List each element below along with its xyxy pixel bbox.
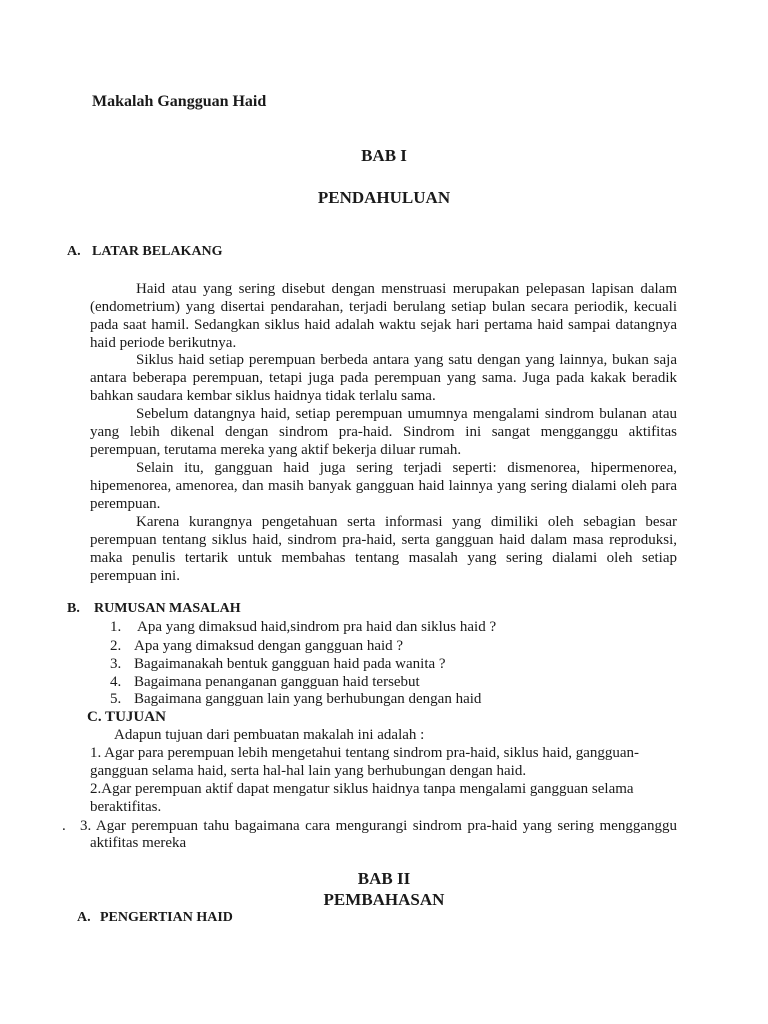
tujuan-line: aktifitas mereka	[90, 835, 187, 851]
list-item: Bagaimanakah bentuk gangguan haid pada wanita ?	[134, 656, 446, 672]
section-a2-letter: A.	[77, 910, 91, 925]
paragraph-line: antara beberapa perempuan, tetapi juga pada perempuan yang sama. Juga pada kakak beradik	[90, 370, 677, 386]
section-a2-title: PENGERTIAN HAID	[100, 910, 233, 925]
bab2-label: BAB II	[357, 869, 411, 888]
paragraph-line: Siklus haid setiap perempuan berbeda antara yang satu dengan yang lainnya, bukan saja	[136, 352, 677, 368]
list-item: Apa yang dimaksud dengan gangguan haid ?	[134, 638, 404, 654]
bab1-title: PENDAHULUAN	[317, 188, 451, 207]
tujuan-intro: Adapun tujuan dari pembuatan makalah ini adalah :	[114, 727, 425, 743]
tujuan-line: gangguan selama haid, serta hal-hal lain yang berhubungan dengan haid.	[90, 763, 527, 779]
stray-dot: .	[62, 818, 66, 834]
section-a-letter: A.	[67, 244, 81, 259]
paragraph-line: perempuan.	[90, 496, 161, 512]
list-item: Apa yang dimaksud haid,sindrom pra haid dan siklus haid ?	[137, 619, 497, 635]
paragraph-line: Haid atau yang sering disebut dengan menstruasi merupakan pelepasan lapisan dalam	[136, 281, 677, 297]
section-b-title: RUMUSAN MASALAH	[94, 601, 241, 616]
paragraph-line: hipemenorea, amenorea, dan masih banyak gangguan haid lainnya yang sering dialami oleh para	[90, 478, 677, 494]
tujuan-line: beraktifitas.	[90, 799, 162, 815]
bab2-title: PEMBAHASAN	[323, 890, 445, 909]
section-b-letter: B.	[67, 601, 80, 616]
paragraph-line: perempuan tentang siklus haid, sindrom pra-haid, serta gangguan haid dalam masa reproduksi,	[90, 532, 677, 548]
list-number: 2.	[110, 638, 122, 654]
tujuan-line: 1. Agar para perempuan lebih mengetahui tentang sindrom pra-haid, siklus haid, gangguan-	[90, 745, 640, 761]
list-number: 5.	[110, 691, 122, 707]
paragraph-line: bahkan saudara kembar siklus haidnya tidak terlalu sama.	[90, 388, 436, 404]
paragraph-line: Selain itu, gangguan haid juga sering terjadi seperti: dismenorea, hipermenorea,	[136, 460, 677, 476]
list-item: Bagaimana penanganan gangguan haid tersebut	[134, 674, 420, 690]
paragraph-line: Sebelum datangnya haid, setiap perempuan umumnya mengalami sindrom bulanan atau	[136, 406, 677, 422]
paragraph-line: perempuan, terutama mereka yang aktif bekerja diluar rumah.	[90, 442, 462, 458]
bab1-label: BAB I	[361, 146, 407, 165]
section-c-title: C. TUJUAN	[87, 709, 166, 725]
tujuan-line: 3. Agar perempuan tahu bagaimana cara mengurangi sindrom pra-haid yang sering mengganggu	[80, 818, 677, 834]
paragraph-line: perempuan ini.	[90, 568, 180, 584]
list-number: 1.	[110, 619, 122, 635]
section-a-title: LATAR BELAKANG	[92, 244, 223, 259]
list-number: 4.	[110, 674, 122, 690]
paragraph-line: yang lebih dikenal dengan sindrom pra-haid. Sindrom ini sangat mengganggu aktifitas	[90, 424, 677, 440]
list-number: 3.	[110, 656, 122, 672]
paragraph-line: (endometrium) yang disertai pendarahan, terjadi berulang setiap bulan secara periodik, kecuali	[90, 299, 677, 315]
tujuan-line: 2.Agar perempuan aktif dapat mengatur siklus haidnya tanpa mengalami gangguan selama	[90, 781, 634, 797]
paragraph-line: Karena kurangnya pengetahuan serta informasi yang dimiliki oleh sebagian besar	[136, 514, 677, 530]
document-title: Makalah Gangguan Haid	[92, 93, 267, 110]
paragraph-line: pada saat hamil. Sedangkan siklus haid adalah waktu sejak hari pertama haid sampai datangnya	[90, 317, 677, 333]
list-item: Bagaimana gangguan lain yang berhubungan dengan haid	[134, 691, 482, 707]
paragraph-line: maka penulis tertarik untuk membahas tentang masalah yang sering dialami oleh setiap	[90, 550, 677, 566]
paragraph-line: haid periode berikutnya.	[90, 335, 237, 351]
